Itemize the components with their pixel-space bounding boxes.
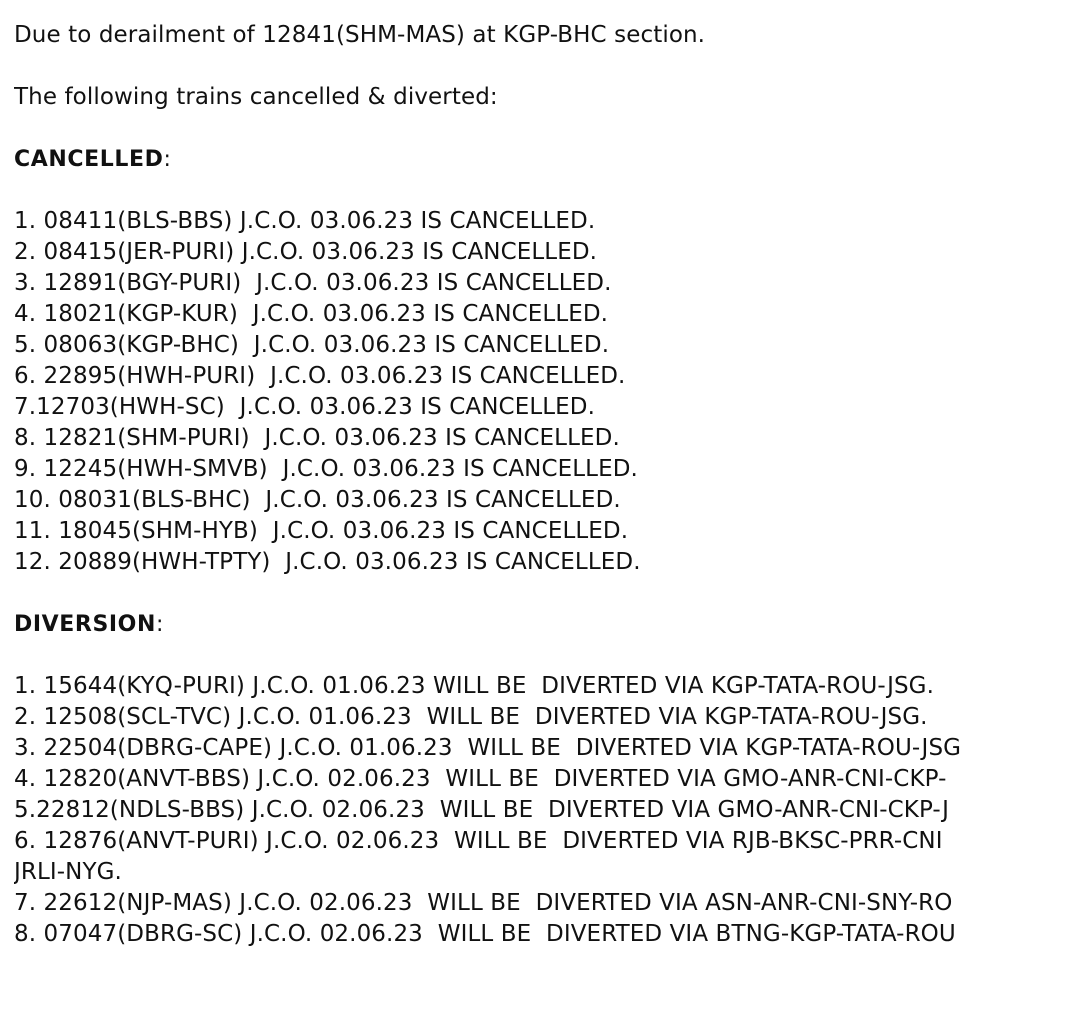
notice-document (14, 20, 1080, 950)
intro-line-following: The following trains cancelled & diverted: (14, 84, 498, 110)
cancelled-list (14, 206, 1080, 578)
cancelled-item: 9. 12245(HWH-SMVB) J.C.O. 03.06.23 IS CANCELLED. (14, 456, 638, 482)
cancelled-item: 11. 18045(SHM-HYB) J.C.O. 03.06.23 IS CANCELLED. (14, 518, 629, 544)
intro-line-derailment: Due to derailment of 12841(SHM-MAS) at KGP-BHC section. (14, 22, 706, 48)
cancelled-heading (14, 144, 1080, 175)
cancelled-item: 2. 08415(JER-PURI) J.C.O. 03.06.23 IS CANCELLED. (14, 239, 598, 265)
diversion-heading-text: DIVERSION (14, 612, 156, 637)
spacer (14, 175, 1080, 206)
diversion-heading (14, 609, 1080, 640)
cancelled-item: 12. 20889(HWH-TPTY) J.C.O. 03.06.23 IS CANCELLED. (14, 549, 641, 575)
spacer (14, 640, 1080, 671)
diversion-item: 3. 22504(DBRG-CAPE) J.C.O. 01.06.23 WILL BE DIVERTED VIA KGP-TATA-ROU-JSG (14, 735, 962, 761)
diversion-item: 6. 12876(ANVT-PURI) J.C.O. 02.06.23 WILL BE DIVERTED VIA RJB-BKSC-PRR-CNI (14, 828, 943, 854)
diversion-heading-colon: : (156, 612, 165, 637)
cancelled-heading-text: CANCELLED (14, 147, 164, 172)
diversion-item: 5.22812(NDLS-BBS) J.C.O. 02.06.23 WILL BE DIVERTED VIA GMO-ANR-CNI-CKP-J (14, 797, 949, 823)
cancelled-item: 5. 08063(KGP-BHC) J.C.O. 03.06.23 IS CANCELLED. (14, 332, 610, 358)
cancelled-item: 6. 22895(HWH-PURI) J.C.O. 03.06.23 IS CANCELLED. (14, 363, 626, 389)
diversion-item: 7. 22612(NJP-MAS) J.C.O. 02.06.23 WILL BE DIVERTED VIA ASN-ANR-CNI-SNY-RO (14, 890, 953, 916)
diversion-item: 2. 12508(SCL-TVC) J.C.O. 01.06.23 WILL BE DIVERTED VIA KGP-TATA-ROU-JSG. (14, 704, 928, 730)
cancelled-item: 4. 18021(KGP-KUR) J.C.O. 03.06.23 IS CANCELLED. (14, 301, 609, 327)
diversion-item: 8. 07047(DBRG-SC) J.C.O. 02.06.23 WILL BE DIVERTED VIA BTNG-KGP-TATA-ROU (14, 921, 956, 947)
cancelled-item: 10. 08031(BLS-BHC) J.C.O. 03.06.23 IS CANCELLED. (14, 487, 621, 513)
cancelled-item: 8. 12821(SHM-PURI) J.C.O. 03.06.23 IS CANCELLED. (14, 425, 620, 451)
cancelled-item: 1. 08411(BLS-BBS) J.C.O. 03.06.23 IS CANCELLED. (14, 208, 596, 234)
spacer (14, 578, 1080, 609)
cancelled-item: 3. 12891(BGY-PURI) J.C.O. 03.06.23 IS CANCELLED. (14, 270, 612, 296)
diversion-item: 4. 12820(ANVT-BBS) J.C.O. 02.06.23 WILL BE DIVERTED VIA GMO-ANR-CNI-CKP- (14, 766, 947, 792)
spacer (14, 113, 1080, 144)
diversion-list (14, 671, 1080, 950)
diversion-item: 1. 15644(KYQ-PURI) J.C.O. 01.06.23 WILL BE DIVERTED VIA KGP-TATA-ROU-JSG. (14, 673, 934, 699)
cancelled-heading-colon: : (163, 147, 172, 172)
diversion-item-continuation: JRLI-NYG. (14, 859, 122, 885)
cancelled-item: 7.12703(HWH-SC) J.C.O. 03.06.23 IS CANCELLED. (14, 394, 596, 420)
spacer (14, 51, 1080, 82)
